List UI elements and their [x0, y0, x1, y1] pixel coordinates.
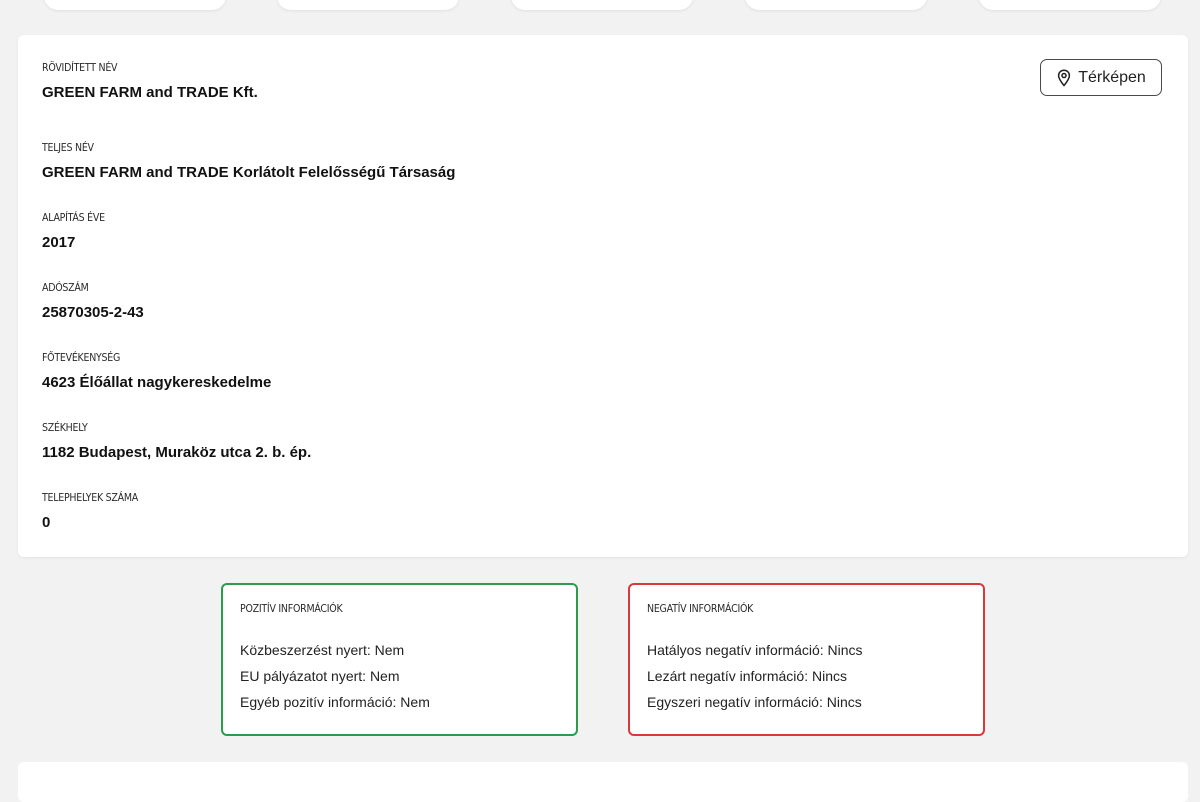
field-value: GREEN FARM and TRADE Kft.	[42, 84, 258, 101]
field-label: ALAPÍTÁS ÉVE	[42, 211, 105, 224]
negative-info-line: Lezárt negatív információ: Nincs	[647, 668, 847, 684]
top-tile[interactable]	[511, 0, 693, 10]
top-tile[interactable]	[44, 0, 226, 10]
field-label: SZÉKHELY	[42, 421, 88, 434]
field-value: 0	[42, 514, 51, 531]
map-button-label: Térképen	[1078, 68, 1146, 86]
field-value: 4623 Élőállat nagykereskedelme	[42, 374, 272, 391]
field-founding-year	[42, 210, 115, 252]
field-value: 2017	[42, 234, 76, 251]
positive-info-list	[240, 641, 430, 719]
field-value: 25870305-2-43	[42, 304, 144, 321]
field-sites-count	[42, 490, 154, 532]
field-label: TELJES NÉV	[42, 141, 94, 154]
positive-info-line: Egyéb pozitív információ: Nem	[240, 694, 430, 710]
top-tile[interactable]	[979, 0, 1161, 10]
field-label: RÖVIDÍTETT NÉV	[42, 61, 118, 74]
map-pin-icon	[1056, 69, 1072, 87]
positive-info-line: Közbeszerzést nyert: Nem	[240, 642, 405, 658]
field-tax-number	[42, 280, 144, 322]
next-section-card	[18, 762, 1188, 802]
positive-info-title: POZITÍV INFORMÁCIÓK	[240, 602, 343, 615]
field-label: ADÓSZÁM	[42, 281, 89, 294]
field-main-activity	[42, 350, 271, 392]
field-value: GREEN FARM and TRADE Korlátolt Felelősségű Társaság	[42, 164, 456, 181]
top-tiles-row	[0, 0, 1200, 12]
top-tile[interactable]	[745, 0, 927, 10]
negative-info-line: Egyszeri negatív információ: Nincs	[647, 694, 862, 710]
positive-info-line: EU pályázatot nyert: Nem	[240, 668, 400, 684]
company-details-card	[18, 35, 1188, 557]
field-headquarters	[42, 420, 311, 462]
field-value: 1182 Budapest, Muraköz utca 2. b. ép.	[42, 444, 312, 461]
negative-info-title: NEGATÍV INFORMÁCIÓK	[647, 602, 754, 615]
negative-info-list	[647, 641, 863, 719]
negative-info-line: Hatályos negatív információ: Nincs	[647, 642, 863, 658]
top-tile[interactable]	[277, 0, 459, 10]
map-button[interactable]	[1040, 59, 1162, 96]
field-short-name	[42, 60, 258, 102]
negative-info-box	[628, 583, 985, 736]
positive-info-box	[221, 583, 578, 736]
field-label: TELEPHELYEK SZÁMA	[42, 491, 138, 504]
field-label: FŐTEVÉKENYSÉG	[42, 351, 121, 364]
field-full-name	[42, 140, 455, 182]
